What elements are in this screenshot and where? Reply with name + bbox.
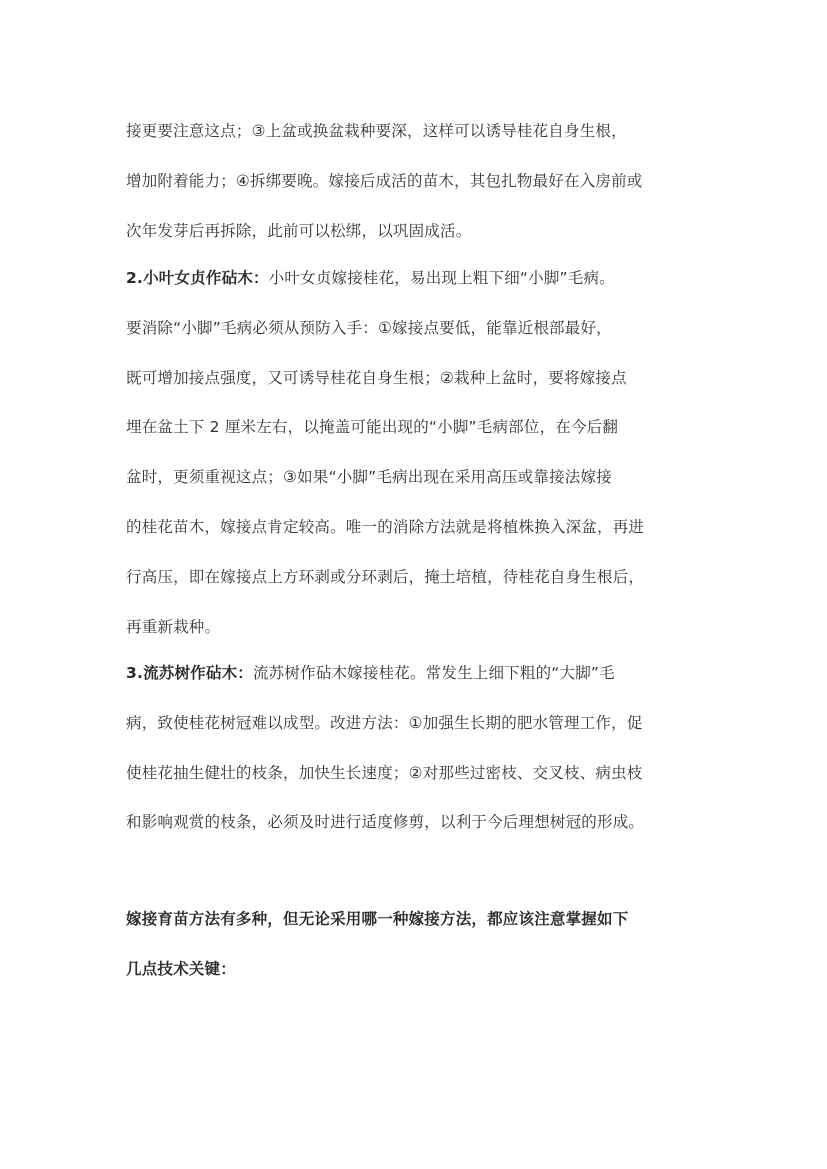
paragraph-1-line-2: 增加附着能力；④拆绑要晚。嫁接后成活的苗木，其包扎物最好在入房前或	[126, 172, 643, 190]
paragraph-1-line-3: 次年发芽后再拆除，此前可以松绑，以巩固成活。	[126, 222, 472, 240]
paragraph-4-line-2: 几点技术关键：	[126, 960, 236, 978]
paragraph-2-heading: 2.小叶女贞作砧木：	[126, 269, 269, 287]
paragraph-2-line-3: 既可增加接点强度，又可诱导桂花自身生根；②栽种上盆时，要将嫁接点	[126, 369, 627, 387]
paragraph-2-line-8: 再重新栽种。	[126, 618, 221, 636]
paragraph-3-line-2: 病，致使桂花树冠难以成型。改进方法：①加强生长期的肥水管理工作，促	[126, 714, 643, 732]
paragraph-3-line-1-text: 流苏树作砧木嫁接桂花。常发生上细下粗的“大脚”毛	[252, 664, 615, 682]
paragraph-2-line-4: 埋在盆土下 2 厘米左右，以掩盖可能出现的“小脚”毛病部位，在今后翻	[126, 418, 619, 436]
paragraph-3-heading: 3.流苏树作砧木：	[126, 664, 253, 682]
paragraph-2-line-7: 行高压，即在嫁接点上方环剥或分环剥后，掩土培植，待桂花自身生根后，	[126, 568, 645, 586]
paragraph-2-line-1	[126, 267, 716, 289]
paragraph-2-line-1-text: 小叶女贞嫁接桂花，易出现上粗下细“小脚”毛病。	[268, 269, 615, 287]
paragraph-3-line-1	[126, 662, 716, 684]
paragraph-3-line-4: 和影响观赏的枝条，必须及时进行适度修剪，以利于今后理想树冠的形成。	[126, 813, 645, 831]
paragraph-2-line-6: 的桂花苗木，嫁接点肯定较高。唯一的消除方法就是将植株换入深盆，再进	[126, 518, 645, 536]
paragraph-2-line-2: 要消除“小脚”毛病必须从预防入手：①嫁接点要低，能靠近根部最好，	[126, 319, 612, 337]
paragraph-4-line-1: 嫁接育苗方法有多种，但无论采用哪一种嫁接方法，都应该注意掌握如下	[126, 910, 629, 928]
paragraph-3-line-3: 使桂花抽生健壮的枝条，加快生长速度；②对那些过密枝、交叉枝、病虫枝	[126, 764, 643, 782]
paragraph-1-line-1: 接更要注意这点；③上盆或换盆栽种要深，这样可以诱导桂花自身生根，	[126, 122, 627, 140]
paragraph-2-line-5: 盆时，更须重视这点；③如果“小脚”毛病出现在采用高压或靠接法嫁接	[126, 468, 612, 486]
